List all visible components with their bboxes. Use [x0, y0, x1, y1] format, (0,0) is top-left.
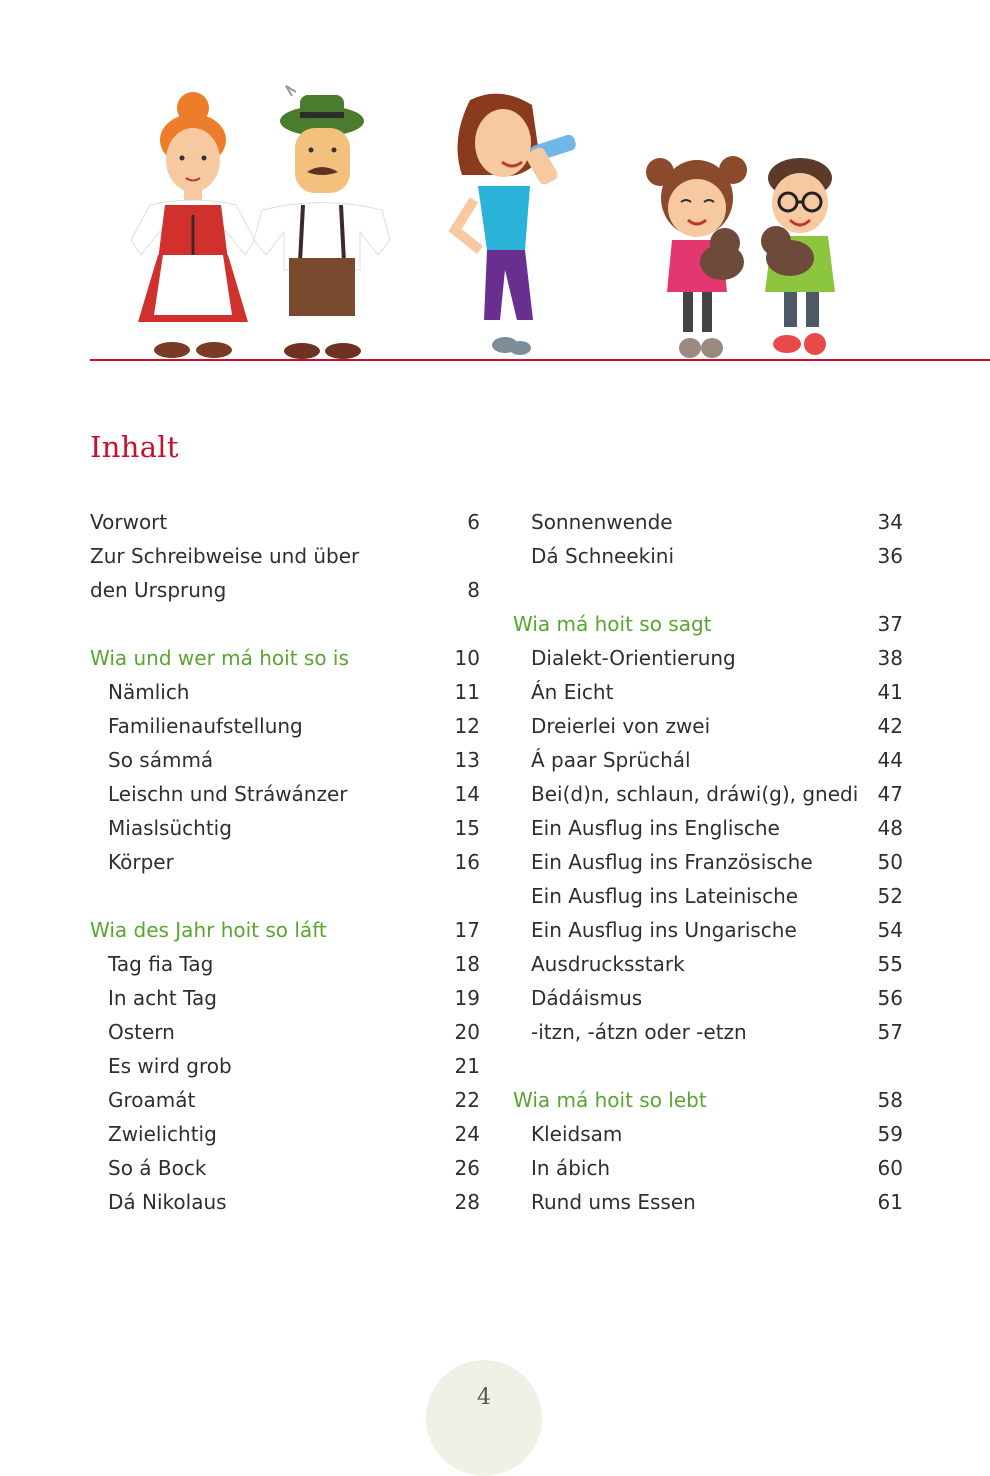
toc-page-number: 28	[454, 1190, 480, 1214]
toc-entry-label: Zur Schreibweise und über	[90, 544, 360, 568]
toc-entry-label: Ein Ausflug ins Lateinische	[531, 884, 799, 908]
toc-entry[interactable]	[90, 947, 480, 981]
boy-with-puppy-figure	[761, 158, 835, 355]
toc-page-number: 41	[877, 680, 903, 704]
toc-entry-label: den Ursprung	[90, 578, 227, 602]
toc-entry-label: Ein Ausflug ins Ungarische	[531, 918, 797, 942]
toc-page-number: 57	[877, 1020, 903, 1044]
toc-entry-label: Á paar Sprüchál	[531, 748, 691, 772]
toc-page-number: 13	[454, 748, 480, 772]
toc-entry[interactable]	[513, 539, 903, 573]
toc-entry-label: Familienaufstellung	[108, 714, 303, 738]
toc-entry-label: Groamát	[108, 1088, 196, 1112]
man-in-lederhosen-figure	[254, 86, 390, 359]
toc-entry[interactable]	[90, 1083, 480, 1117]
toc-page-number: 60	[877, 1156, 903, 1180]
toc-spacer	[90, 879, 480, 913]
toc-page-number: 6	[467, 510, 480, 534]
toc-page-number: 15	[454, 816, 480, 840]
toc-entry-label: Dádáismus	[531, 986, 643, 1010]
toc-entry-label: Leischn und Stráwánzer	[108, 782, 348, 806]
toc-entry[interactable]	[90, 1185, 480, 1219]
toc-page-number: 12	[454, 714, 480, 738]
toc-page-number: 14	[454, 782, 480, 806]
toc-entry[interactable]	[513, 1117, 903, 1151]
toc-entry[interactable]	[513, 777, 903, 811]
toc-entry[interactable]	[90, 505, 480, 539]
toc-entry[interactable]	[513, 1015, 903, 1049]
toc-entry[interactable]	[513, 743, 903, 777]
toc-entry[interactable]	[513, 505, 903, 539]
toc-page-number: 42	[877, 714, 903, 738]
toc-entry-label: Ausdrucksstark	[531, 952, 685, 976]
toc-entry-label: In ábich	[531, 1156, 611, 1180]
toc-entry-label: Körper	[108, 850, 174, 874]
toc-entry-label: Wia má hoit so sagt	[513, 612, 712, 636]
toc-page-number: 58	[877, 1088, 903, 1112]
toc-entry-label: Kleidsam	[531, 1122, 623, 1146]
toc-entry-label: In acht Tag	[108, 986, 217, 1010]
toc-page-number: 8	[467, 578, 480, 602]
toc-entry-label: Ein Ausflug ins Französische	[531, 850, 813, 874]
toc-page-number: 37	[877, 612, 903, 636]
toc-entry[interactable]	[90, 981, 480, 1015]
toc-spacer	[513, 573, 903, 607]
toc-entry[interactable]	[90, 1049, 480, 1083]
toc-page-number: 54	[877, 918, 903, 942]
toc-page-number: 22	[454, 1088, 480, 1112]
toc-page-number: 18	[454, 952, 480, 976]
toc-entry-label: Es wird grob	[108, 1054, 232, 1078]
toc-entry[interactable]	[513, 913, 903, 947]
toc-entry[interactable]	[90, 675, 480, 709]
toc-entry-label: Dialekt-Orientierung	[531, 646, 736, 670]
header-illustration	[0, 0, 990, 370]
toc-entry-label: Dreierlei von zwei	[531, 714, 711, 738]
toc-entry-label: Rund ums Essen	[531, 1190, 696, 1214]
toc-page-number: 36	[877, 544, 903, 568]
toc-entry-label: Bei(d)n, schlaun, dráwi(g), gnedi	[531, 782, 859, 806]
toc-entry-label: Tag fia Tag	[108, 952, 214, 976]
toc-entry[interactable]	[513, 981, 903, 1015]
toc-entry[interactable]	[513, 879, 903, 913]
toc-spacer	[513, 1049, 903, 1083]
toc-entry-label: Sonnenwende	[531, 510, 673, 534]
toc-entry-label: Wia und wer má hoit so is	[90, 646, 349, 670]
toc-spacer	[90, 607, 480, 641]
toc-entry-label: Dá Schneekini	[531, 544, 675, 568]
toc-page-number: 44	[877, 748, 903, 772]
toc-entry[interactable]	[90, 743, 480, 777]
toc-entry[interactable]	[90, 709, 480, 743]
toc-section-heading[interactable]	[513, 607, 903, 641]
toc-entry[interactable]	[90, 573, 480, 607]
toc-section-heading[interactable]	[90, 913, 480, 947]
toc-page-number: 50	[877, 850, 903, 874]
toc-entry[interactable]	[513, 1151, 903, 1185]
toc-entry-label: Miaslsüchtig	[108, 816, 232, 840]
toc-entry[interactable]	[513, 641, 903, 675]
page-title: Inhalt	[90, 430, 179, 464]
page-number-badge	[426, 1360, 542, 1476]
toc-entry-label: Vorwort	[90, 510, 168, 534]
toc-entry-label: Án Eicht	[531, 680, 614, 704]
toc-entry[interactable]	[90, 811, 480, 845]
toc-entry[interactable]	[513, 947, 903, 981]
toc-page-number: 19	[454, 986, 480, 1010]
toc-page-number: 56	[877, 986, 903, 1010]
toc-left-column	[90, 505, 480, 1219]
toc-page-number: 24	[454, 1122, 480, 1146]
toc-page-number: 16	[454, 850, 480, 874]
toc-entry-label: Wia des Jahr hoit so láft	[90, 918, 327, 942]
toc-entry[interactable]	[90, 777, 480, 811]
toc-entry[interactable]	[513, 1185, 903, 1219]
toc-entry[interactable]	[513, 675, 903, 709]
toc-page-number: 34	[877, 510, 903, 534]
toc-section-heading[interactable]	[513, 1083, 903, 1117]
toc-entry-label: So sámmá	[108, 748, 214, 772]
toc-page-number: 47	[877, 782, 903, 806]
toc-entry-label: Dá Nikolaus	[108, 1190, 227, 1214]
toc-entry[interactable]	[90, 845, 480, 879]
toc-page-number: 11	[454, 680, 480, 704]
toc-page-number: 20	[454, 1020, 480, 1044]
toc-right-column	[513, 505, 903, 1219]
toc-entry-label: Ein Ausflug ins Englische	[531, 816, 780, 840]
toc-entry-label: So á Bock	[108, 1156, 207, 1180]
toc-entry-label: -itzn, -átzn oder -etzn	[531, 1020, 747, 1044]
toc-entry-label: Zwielichtig	[108, 1122, 217, 1146]
toc-page-number: 17	[454, 918, 480, 942]
toc-entry[interactable]	[90, 539, 480, 573]
toc-entry[interactable]	[513, 811, 903, 845]
toc-page-number: 59	[877, 1122, 903, 1146]
toc-section-heading[interactable]	[90, 641, 480, 675]
toc-entry-label: Wia má hoit so lebt	[513, 1088, 707, 1112]
woman-in-dirndl-figure	[131, 92, 255, 358]
toc-page-number: 21	[454, 1054, 480, 1078]
toc-page-number: 26	[454, 1156, 480, 1180]
toc-entry[interactable]	[513, 845, 903, 879]
toc-page-number: 52	[877, 884, 903, 908]
toc-page-number: 55	[877, 952, 903, 976]
toc-entry-label: Nämlich	[108, 680, 190, 704]
toc-page-number: 48	[877, 816, 903, 840]
page-number: 4	[477, 1385, 491, 1410]
toc-page-number: 61	[877, 1190, 903, 1214]
girl-with-puppy-figure	[646, 156, 747, 358]
toc-entry[interactable]	[513, 709, 903, 743]
woman-drinking-figure	[455, 94, 577, 355]
toc-page-number: 38	[877, 646, 903, 670]
toc-entry[interactable]	[90, 1151, 480, 1185]
toc-page-number: 10	[454, 646, 480, 670]
toc-entry[interactable]	[90, 1117, 480, 1151]
toc-page-number	[440, 539, 480, 573]
toc-entry[interactable]	[90, 1015, 480, 1049]
toc-entry-label: Ostern	[108, 1020, 175, 1044]
